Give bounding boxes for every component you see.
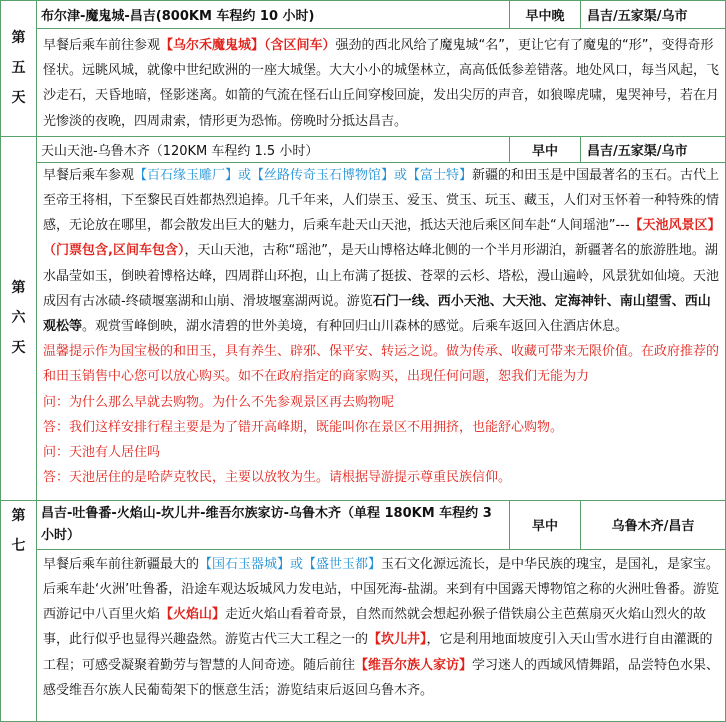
highlight-attraction: 【坎儿井】 [368, 632, 427, 648]
highlight-attraction: 【维吾尔族人家访】 [355, 657, 473, 673]
highlight-attraction: 【火焰山】 [160, 607, 226, 623]
day-description: 早餐后乘车前往新疆最大的【国石玉器城】或【盛世玉都】玉石文化源远流长，是中华民族的瑰宝，是国礼，是家宝。后乘车赴‘火洲’吐鲁番，沿途车观达坂城风力发电站，中国死海-盐湖。来到有中国露天博物馆之称的火洲吐鲁番。游览西游记中八百里火焰【火焰山】走近火焰山看着奇景，自然而然就会想起孙猴子借铁扇公主芭蕉扇灭火焰山烈火的故事，此行似乎也显得兴趣盎然。游览古代三大工程之一的【坎儿井】，它是利用地面坡度引入天山雪水进行自由灌溉的工程；可感受凝聚着勤劳与智慧的人间奇迹。随后前往【维吾尔族人家访】学习迷人的西域风情舞蹈，品尝特色水果、感受维吾尔族人民葡萄架下的惬意生活；游览结束后返回乌鲁木齐。 [37, 549, 726, 721]
faq-question: 问：天池有人居住吗 [43, 445, 161, 461]
day-label-7: 第 七 [1, 500, 37, 721]
faq-answer: 答：我们这样安排行程主要是为了错开高峰期，既能叫你在景区不用拥挤，也能舒心购物。 [43, 419, 564, 435]
highlight-spots: 石门一线、西小天池、大天池、定海神针、南山望雪、西山观松等 [43, 293, 711, 335]
route-title: 天山天池-乌鲁木齐（120KM 车程约 1.5 小时） [37, 136, 510, 162]
meals: 早中 [510, 136, 581, 162]
route-title: 昌吉-吐鲁番-火焰山-坎儿井-维吾尔族家访-乌鲁木齐（单程 180KM 车程约 3 小时） [37, 500, 510, 549]
route-title: 布尔津-魔鬼城-昌吉(800KM 车程约 10 小时) [37, 1, 510, 29]
hotel: 昌吉/五家渠/乌市 [581, 1, 726, 29]
highlight-attraction: 【乌尔禾魔鬼城】（含区间车） [160, 38, 336, 53]
day-label-6: 第 六 天 [1, 136, 37, 500]
faq-answer: 答：天池居住的是哈萨克牧民，主要以放牧为生。请根据导游提示尊重民族信仰。 [43, 470, 512, 486]
faq-question: 问：为什么那么早就去购物。为什么不先参观景区再去购物呢 [43, 394, 395, 410]
hotel: 昌吉/五家渠/乌市 [581, 136, 726, 162]
day-description: 早餐后乘车前往参观【乌尔禾魔鬼城】（含区间车）强劲的西北风给了魔鬼城“名”，更让它有了魔鬼的“形”，变得奇形怪状。远眺风城，就像中世纪欧洲的一座大城堡。大大小小的城堡林立，高高低低参差错落。地处风口，每当风起，飞沙走石，天昏地暗，怪影迷离。如箭的气流在怪石山丘间穿梭回旋，发出尖厉的声音，如狼嗥虎啸，鬼哭神号，若在月光惨淡的夜晚，四周肃索，情形更为恐怖。傍晚时分抵达昌吉。 [37, 29, 726, 137]
day-label-5: 第 五 天 [1, 1, 37, 137]
highlight-attraction: 【天池风景区】（门票包含,区间车包含） [43, 218, 721, 259]
meals: 早中晚 [510, 1, 581, 29]
highlight-shop: 【国石玉器城】或【盛世玉都】 [199, 556, 382, 572]
shopping-notice: 温馨提示作为国宝极的和田玉，具有养生、辟邪、保平安、转运之说。做为传承、收藏可带来无限价值。在政府推荐的和田玉销售中心您可以放心购买。如不在政府指定的商家购买，出现任何问题，恕我们无能为力 [43, 344, 720, 385]
meals: 早中 [510, 500, 581, 549]
day-description: 早餐后乘车参观【百石缘玉雕厂】或【丝路传奇玉石博物馆】或【富士特】新疆的和田玉是中国最著名的玉石。古代上至帝王将相，下至黎民百姓都热烈追捧。几千年来，人们崇玉、爱玉、赏玉、玩玉、藏玉，人们对玉怀着一种特殊的情感，无论放在哪里，都会散发出巨大的魅力，后乘车赴天山天池，抵达天池后乘区间车赴“人间瑶池”---【天池风景区】（门票包含,区间车包含），天山天池，古称“瑶池”，是天山博格达峰北侧的一个半月形湖泊，新疆著名的旅游胜地。湖水晶莹如玉，倒映着博格达峰，四周群山环抱，山上布满了挺拔、苍翠的云杉、塔松，漫山遍岭，风景犹如仙境。天池成因有古冰碛-终碛堰塞湖和山崩、滑坡堰塞湖两说。游览石门一线、西小天池、大天池、定海神针、南山望雪、西山观松等。观赏雪峰倒映，湖水清碧的世外美境，有种回归山川森林的感觉。后乘车返回入住酒店休息。 温馨提示作为国宝极的和田玉，具有养生、辟邪、保平安、转运之说。做为传承、收藏可带来无限价值。在政府推荐的和田玉销售中心您可以放心购买。如不在政府指定的商家购买，出现任何问题，恕我们无能为力 问：为什么那么早就去购物。为什么不先参观景区再去购物呢 答：我们这样安排行程主要是为了错开高峰期，既能叫你在景区不用拥挤，也能舒心购物。 问：天池有人居住吗 答：天池居住的是哈萨克牧民，主要以放牧为生。请根据导游提示尊重民族信仰。 [37, 162, 726, 500]
hotel: 乌鲁木齐/昌吉 [581, 500, 726, 549]
highlight-shop: 【百石缘玉雕厂】或【丝路传奇玉石博物馆】或【富士特】 [134, 167, 473, 183]
